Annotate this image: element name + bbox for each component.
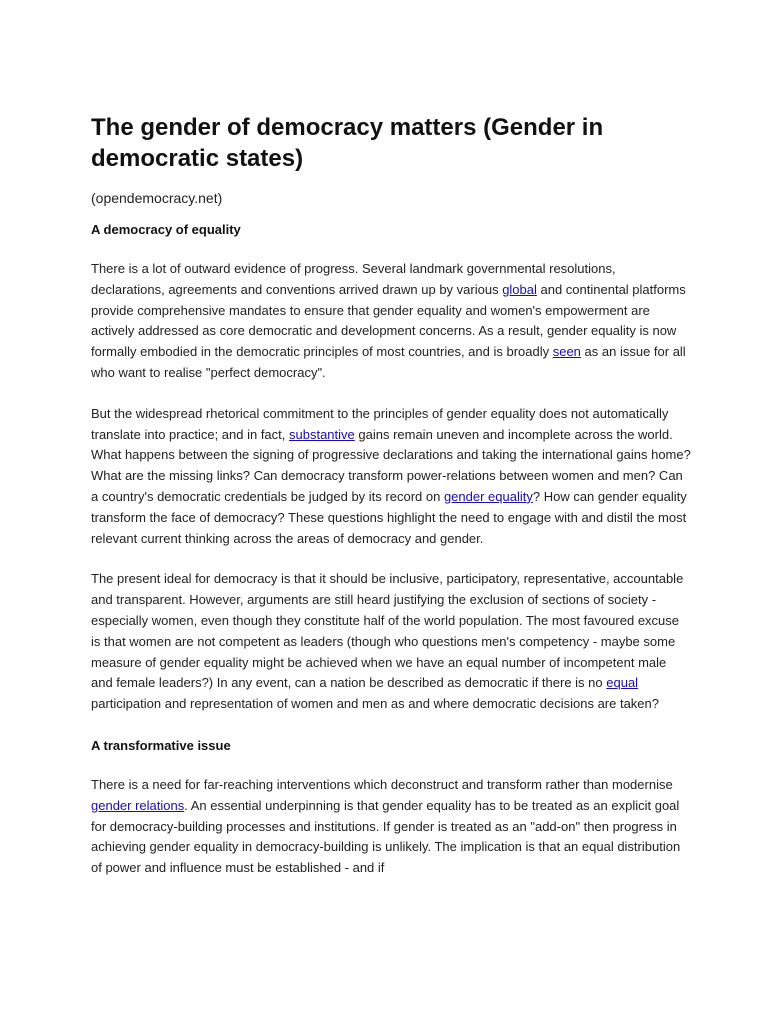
paragraph-progress — [91, 259, 691, 384]
paragraph-text: But the widespread rhetorical commitment to the principles of gender equality does not automatically translate into practice; and in fact, — [91, 405, 669, 442]
link-gender-relations[interactable]: gender relations — [91, 797, 185, 813]
link-gender-equality[interactable]: gender equality — [443, 488, 533, 504]
paragraph-text: participation and representation of women and men as and where democratic decisions are taken? — [91, 696, 660, 712]
link-substantive[interactable]: substantive — [289, 426, 355, 442]
document-page — [91, 112, 691, 879]
paragraph-text: as an issue for all who want to realise "perfect democracy". — [91, 344, 686, 380]
paragraph-text: The present ideal for democracy is that it should be inclusive, participatory, representative, accountable and transparent. However, arguments are still heard justifying the exclusion of sections of society - especially women, even though they constitute half of the world population. The most favoured excuse is that women are not competent as leaders (though who questions men's competency - maybe some measure of gender equality might be achieved when we have an equal number of incompetent male and female leaders?) In any event, can a nation be described as democratic if there is no — [91, 571, 684, 691]
paragraph-text: There is a need for far-reaching interventions which deconstruct and transform rather than modernise — [91, 776, 673, 792]
section-heading-democracy-of-equality: A democracy of equality — [91, 222, 241, 237]
link-global[interactable]: global — [502, 281, 537, 297]
paragraph-text: gains remain uneven and incomplete across the world. What happens between the signing of progressive declarations and taking the international gains home? What are the missing links? Can democracy transform power-relations between women and men? Can a country's democratic credentials be judged by its record on — [91, 426, 691, 504]
link-equal[interactable]: equal — [606, 675, 639, 691]
source-label: (opendemocracy.net) — [91, 190, 223, 206]
paragraph-text: ? How can gender equality transform the face of democracy? These questions highlight the need to engage with and distil the most relevant current thinking across the areas of democracy and gender. — [91, 488, 687, 546]
paragraph-text: There is a lot of outward evidence of progress. Several landmark governmental resolutions, declarations, agreements and conventions arrived drawn up by various — [91, 261, 616, 297]
section-heading-transformative-issue: A transformative issue — [91, 737, 231, 753]
page-title: The gender of democracy matters (Gender in democratic states) — [91, 114, 604, 172]
paragraph-text: . An essential underpinning is that gender equality has to be treated as an explicit goal for democracy-building processes and institutions. If gender is treated as an "add-on" then progress in achieving gender equality in democracy-building is unlikely. The implication is that an equal distribution of power and influence must be established - and if — [91, 797, 681, 876]
paragraph-rhetorical-commitment — [91, 404, 691, 550]
link-seen[interactable]: seen — [552, 344, 581, 360]
paragraph-text: and continental platforms provide comprehensive mandates to ensure that gender equality and women's empowerment are actively addressed as core democratic and development concerns. As a result, gender equality is now formally embodied in the democratic principles of most countries, and is broadly — [91, 281, 686, 360]
paragraph-interventions — [91, 775, 691, 879]
paragraph-present-ideal — [91, 569, 691, 715]
